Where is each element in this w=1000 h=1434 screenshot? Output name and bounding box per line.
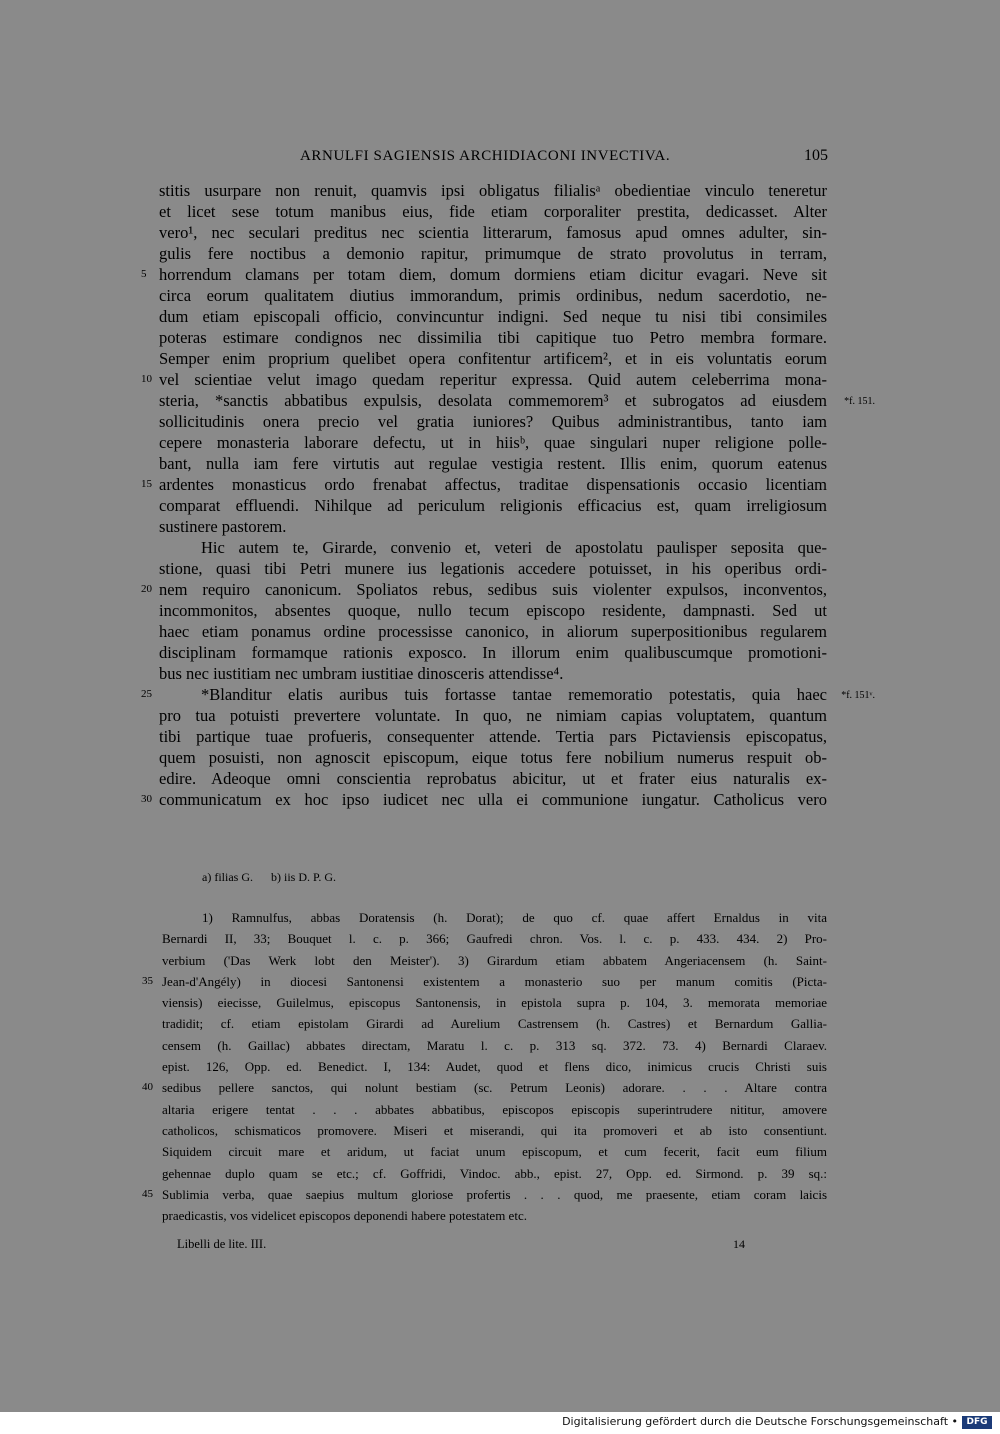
- footnote-line-text: epist. 126, Opp. ed. Benedict. I, 134: Audet, quod et flens dico, inimicus crucis Christi suis: [162, 1059, 827, 1075]
- footnotes: [142, 907, 827, 1226]
- body-line-text: dum etiam episcopali officio, convincuntur indigni. Sed neque tu nisi tibi consimiles: [159, 307, 827, 326]
- footnote-line-text: verbium ('Das Werk lobt den Meister'). 3) Girardum etiam abbatem Angeriacensem (h. Saint-: [162, 952, 827, 968]
- body-line: [159, 663, 827, 684]
- footnote-line-text: Sublimia verba, quae saepius multum gloriose profertis . . . quod, me praesente, etiam coram laicis: [162, 1186, 827, 1202]
- footnote-line: [162, 1120, 827, 1141]
- folio-marker: *f. 151ᵛ.: [841, 690, 875, 701]
- footnote-line-text: praedicastis, vos videlicet episcopos deponendi habere potestatem etc.: [162, 1208, 527, 1224]
- body-line-text: quem posuisti, non agnoscit episcopum, eique totus fere nobilium numerus respuit ob-: [159, 748, 827, 767]
- body-line: [159, 180, 827, 201]
- body-line-text: sustinere pastorem.: [159, 517, 287, 536]
- body-line: [159, 348, 827, 369]
- body-line-text: ardentes monasticus ordo frenabat affectus, traditae dispensationis occasio licentiam: [159, 475, 827, 494]
- folio-marker: *f. 151.: [844, 396, 875, 407]
- line-number: 25: [141, 688, 152, 700]
- body-line-text: horrendum clamans per totam diem, domum dormiens etiam dicitur evagari. Neve sit: [159, 265, 827, 284]
- body-line: [159, 537, 827, 558]
- line-number: 20: [141, 583, 152, 595]
- footnote-line-text: catholicos, schismaticos promovere. Miseri et miserandi, qui ita promoveri et ab isto consentiunt.: [162, 1122, 827, 1138]
- body-line-text: cepere monasteria laborare defectu, ut in hiisᵇ, quae singulari nuper religione polle-: [159, 433, 827, 452]
- dfg-credit: Digitalisierung gefördert durch die Deutsche Forschungsgemeinschaft •: [562, 1415, 958, 1428]
- body-line-text: bant, nulla iam fere virtutis aut regulae vestigia restent. Illis enim, quorum eatenus: [159, 454, 827, 473]
- body-line: [141, 474, 827, 495]
- footnote-line: [162, 1099, 827, 1120]
- body-line-text: incommonitos, absentes quoque, nullo tecum episcopo residente, dampnasti. Sed ut: [159, 601, 827, 620]
- body-line: [159, 390, 875, 411]
- line-number: 40: [142, 1081, 153, 1094]
- footnote-line-text: Bernardi II, 33; Bouquet l. c. p. 366; Gaufredi chron. Vos. l. c. p. 433. 434. 2) Pro-: [162, 931, 827, 947]
- body-line: [159, 222, 827, 243]
- body-line-text: Hic autem te, Girarde, convenio et, veteri de apostolatu paulisper seposita que-: [201, 538, 827, 557]
- body-line-text: vero¹, nec seculari preditus nec scientia litterarum, famosus apud omnes adulter, sin-: [159, 223, 827, 242]
- body-line: [159, 600, 827, 621]
- footnote-line-text: viensis) eiecisse, Guilelmus, episcopus Santonensis, in epistola supra p. 104, 3. memorata memoriae: [162, 995, 827, 1011]
- footnote-line: [142, 971, 827, 992]
- body-line: [159, 705, 827, 726]
- body-line: [159, 621, 827, 642]
- body-line-text: haec etiam ponamus ordine processisse canonico, in aliorum superpositionibus regularem: [159, 622, 827, 641]
- body-line-text: disciplinam formamque rationis exposco. In illorum enim qualibuscumque promotioni-: [159, 643, 827, 662]
- body-line-text: *Blanditur elatis auribus tuis fortasse tantae rememoratio potestatis, quia haec: [201, 685, 827, 704]
- running-header: [300, 148, 830, 170]
- body-line-text: vel scientiae velut imago quedam reperitur expressa. Quid autem celeberrima mona-: [159, 370, 827, 389]
- body-line: [159, 495, 827, 516]
- main-text: [141, 180, 875, 810]
- body-line: [141, 684, 875, 705]
- body-line-text: edire. Adeoque omni conscientia reprobatus abicitur, ut et frater eius naturalis ex-: [159, 769, 827, 788]
- footnote-line-text: sedibus pellere sanctos, qui nolunt bestiam (sc. Petrum Leonis) adorare. . . . Altare contra: [162, 1080, 827, 1096]
- line-number: 5: [141, 268, 147, 280]
- footnote-line: [162, 928, 827, 949]
- body-line: [159, 201, 827, 222]
- footnote-line-text: gehennae duplo quam se etc.; cf. Goffridi, Vindoc. abb., epist. 27, Opp. ed. Sirmond. p. 39 sq.:: [162, 1165, 827, 1181]
- footnote-line: [162, 1056, 827, 1077]
- sheet-number: 14: [733, 1237, 745, 1251]
- line-number: 35: [142, 974, 153, 987]
- body-line: [159, 747, 827, 768]
- body-line-text: gulis fere noctibus a demonio rapitur, primumque de strato provolutus in terram,: [159, 244, 827, 263]
- body-line: [141, 264, 827, 285]
- body-line-text: sollicitudinis onera precio vel gratia iuniores? Quibus administrantibus, tanto iam: [159, 412, 827, 431]
- body-line-text: circa eorum qualitatem diutius immorandum, primis ordinibus, nedum sacerdotio, ne-: [159, 286, 827, 305]
- line-number: 10: [141, 373, 152, 385]
- footnote-line: [162, 1035, 827, 1056]
- footnote-line: [162, 1205, 827, 1226]
- footnote-line-text: tradidit; cf. etiam epistolam Girardi ad Aurelium Castrensem (h. Castres) et Bernardum Gallia-: [162, 1016, 827, 1032]
- body-line: [159, 516, 827, 537]
- footnote-line-text: censem (h. Gaillac) abbates directam, Maratu l. c. p. 313 sq. 372. 73. 4) Bernardi Claraev.: [162, 1037, 827, 1053]
- page-number: 105: [804, 147, 828, 164]
- body-line: [159, 432, 827, 453]
- critical-apparatus: a) filias G. b) iis D. P. G.: [202, 870, 336, 884]
- dfg-banner: [0, 1412, 1000, 1434]
- body-line-text: steria, *sanctis abbatibus expulsis, desolata commemorem³ et subrogatos ad eiusdem: [159, 391, 827, 410]
- body-line: [159, 327, 827, 348]
- running-title: ARNULFI SAGIENSIS ARCHIDIACONI INVECTIVA.: [300, 148, 671, 164]
- line-number: 15: [141, 478, 152, 490]
- body-line-text: comparat effluendi. Nihilque ad periculum religionis efficacius est, quam irreligiosum: [159, 496, 827, 515]
- footnote-line: [162, 907, 827, 928]
- footnote-line-text: altaria erigere tentat . . . abbates abbatibus, episcopos episcopis superintrudere nititur, amovere: [162, 1101, 827, 1117]
- footnote-line-text: Jean-d'Angély) in diocesi Santonensi existentem a monasterio suo per manum comitis (Picta-: [162, 973, 827, 989]
- footnote-line-text: 1) Ramnulfus, abbas Doratensis (h. Dorat); de quo cf. quae affert Ernaldus in vita: [202, 910, 827, 925]
- body-line: [159, 642, 827, 663]
- body-line: [159, 558, 827, 579]
- footnote-line: [162, 1013, 827, 1034]
- body-line-text: stione, quasi tibi Petri munere ius legationis accedere potuisset, in his operibus ordi-: [159, 559, 827, 578]
- body-line-text: pro tua potuisti prevertere voluntate. In quo, ne nimiam capias voluptatem, quantum: [159, 706, 827, 725]
- body-line: [159, 453, 827, 474]
- footnote-line: [162, 950, 827, 971]
- body-line: [159, 285, 827, 306]
- body-line: [141, 579, 827, 600]
- body-line: [141, 369, 827, 390]
- body-line-text: nem requiro canonicum. Spoliatos rebus, sedibus suis violenter expulsos, inconventos,: [159, 580, 827, 599]
- footnote-line: [142, 1184, 827, 1205]
- body-line-text: bus nec iustitiam nec umbram iustitiae dinosceris attendisse⁴.: [159, 664, 564, 683]
- body-line-text: poteras estimare condignos nec dissimilia tibi capitique tuo Petro membra formare.: [159, 328, 827, 347]
- footnote-line-text: Siquidem circuit mare et aridum, ut faciat unum episcopum, et cum fecerit, facit eum filium: [162, 1144, 827, 1160]
- body-line: [141, 789, 827, 810]
- line-number: 45: [142, 1187, 153, 1200]
- dfg-logo: DFG: [962, 1416, 992, 1429]
- footnote-line: [162, 992, 827, 1013]
- body-line: [159, 411, 827, 432]
- body-line-text: tibi partique tuae profueris, consequenter attende. Tertia pars Pictaviensis episcopatus,: [159, 727, 827, 746]
- body-line: [159, 306, 827, 327]
- line-number: 30: [141, 793, 152, 805]
- signature-line: Libelli de lite. III.: [177, 1237, 267, 1251]
- body-line-text: Semper enim proprium quelibet opera confitentur artificem², et in eis voluntatis eorum: [159, 349, 827, 368]
- footnote-line: [162, 1163, 827, 1184]
- footnote-line: [162, 1141, 827, 1162]
- body-line-text: communicatum ex hoc ipso iudicet nec ulla ei communione iungatur. Catholicus vero: [159, 790, 827, 809]
- body-line-text: stitis usurpare non renuit, quamvis ipsi obligatus filialisᵃ obedientiae vinculo teneretur: [159, 181, 827, 200]
- body-line: [159, 726, 827, 747]
- body-line: [159, 768, 827, 789]
- body-line: [159, 243, 827, 264]
- body-line-text: et licet sese totum manibus eius, fide etiam corporaliter prestita, dedicasset. Alter: [159, 202, 827, 221]
- footnote-line: [142, 1077, 827, 1098]
